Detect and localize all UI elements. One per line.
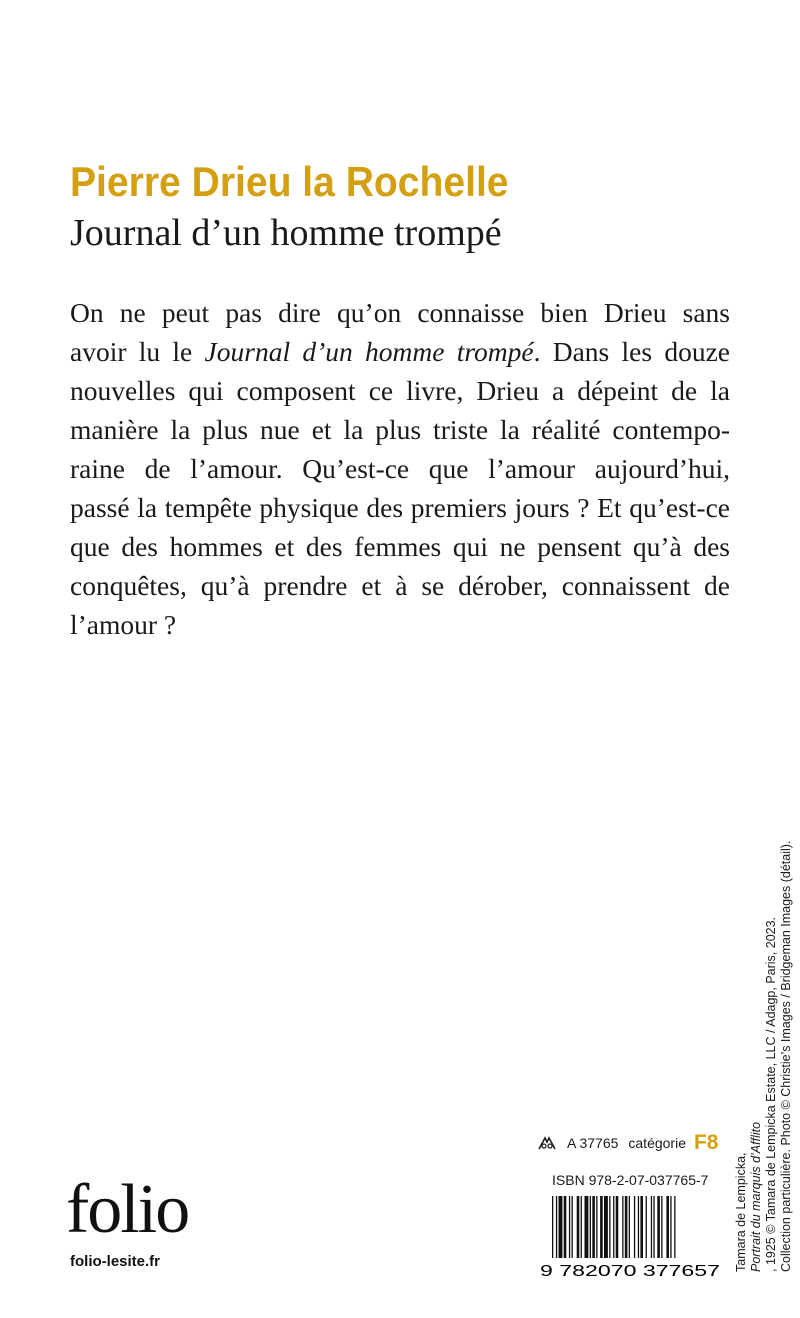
catalog-ref: A 37765 bbox=[567, 1135, 619, 1151]
barcode-digits: 9 782070 377657 bbox=[540, 1263, 721, 1278]
blurb-line: On ne peut pas dire qu’on connaisse bien Drieu sans bbox=[70, 297, 730, 328]
catalog-info bbox=[537, 1131, 719, 1155]
barcode-bar bbox=[616, 1196, 619, 1258]
blurb-line: raine de l’amour. Qu’est-ce que l’amour aujourd’hui, bbox=[70, 453, 730, 484]
credit-line-2: Collection particulière. Photo © Christie’s Images / Bridgeman Images (détail). bbox=[779, 840, 793, 1272]
image-credit bbox=[734, 660, 794, 1272]
barcode-bar bbox=[572, 1196, 573, 1258]
barcode-bar bbox=[569, 1196, 570, 1258]
blurb-title-italic: Journal d’un homme trompé bbox=[204, 336, 534, 367]
barcode-bar bbox=[625, 1196, 628, 1258]
blurb-line: que des hommes et des femmes qui ne pensent qu’à des bbox=[70, 531, 730, 562]
book-title: Journal d’un homme trompé bbox=[70, 212, 502, 254]
blurb-text: avoir lu le bbox=[70, 336, 205, 367]
barcode-bar bbox=[634, 1196, 635, 1258]
barcode-bar bbox=[651, 1196, 652, 1258]
blurb-line: conquêtes, qu’à prendre et à se dérober, connaissent de bbox=[70, 570, 730, 601]
barcode-bar bbox=[552, 1196, 553, 1258]
blurb-line: manière la plus nue et la plus triste la réalité contempo- bbox=[70, 414, 730, 445]
barcode-bar bbox=[585, 1196, 589, 1258]
barcode-bar bbox=[564, 1196, 567, 1258]
barcode-bar bbox=[629, 1196, 630, 1258]
credit-text: Tamara de Lempicka, bbox=[734, 1152, 748, 1272]
blurb-line: nouvelles qui composent ce livre, Drieu a dépeint de la bbox=[70, 375, 730, 406]
folio-logo: folio bbox=[66, 1171, 189, 1248]
barcode-bar bbox=[609, 1196, 610, 1258]
back-cover-blurb bbox=[70, 293, 730, 644]
blurb-text: . Dans les douze bbox=[533, 336, 730, 367]
barcode-bar bbox=[604, 1196, 608, 1258]
gallimard-mark-icon bbox=[537, 1135, 557, 1151]
barcode-bar bbox=[596, 1196, 597, 1258]
barcode-bars bbox=[552, 1196, 676, 1258]
barcode-bar bbox=[590, 1196, 591, 1258]
blurb-line bbox=[70, 332, 730, 371]
credit-line-1 bbox=[734, 660, 779, 1272]
category-code: F8 bbox=[693, 1131, 719, 1154]
barcode-bar bbox=[666, 1196, 669, 1258]
barcode-bar bbox=[556, 1196, 557, 1258]
barcode-bar bbox=[653, 1196, 654, 1258]
blurb-line: passé la tempête physique des premiers jours ? Et qu’est-ce bbox=[70, 492, 730, 523]
barcode-bar bbox=[559, 1196, 563, 1258]
credit-text: , 1925 © Tamara de Lempicka Estate, LLC / Adagp, Paris, 2023. bbox=[764, 916, 778, 1272]
barcode-bar bbox=[592, 1196, 595, 1258]
barcode-bar bbox=[674, 1196, 675, 1258]
barcode-bar bbox=[622, 1196, 623, 1258]
barcode-bar bbox=[657, 1196, 660, 1258]
publisher-website[interactable]: folio-lesite.fr bbox=[70, 1253, 161, 1270]
isbn-barcode bbox=[540, 1196, 722, 1278]
isbn: ISBN 978-2-07-037765-7 bbox=[552, 1172, 709, 1188]
barcode-bar bbox=[638, 1196, 639, 1258]
barcode-bar bbox=[640, 1196, 643, 1258]
barcode-bar bbox=[613, 1196, 614, 1258]
category-label: catégorie bbox=[628, 1135, 686, 1151]
barcode-bar bbox=[600, 1196, 603, 1258]
author-name: Pierre Drieu la Rochelle bbox=[70, 158, 509, 205]
barcode-bar bbox=[646, 1196, 647, 1258]
barcode-bar bbox=[670, 1196, 671, 1258]
barcode-bar bbox=[581, 1196, 582, 1258]
barcode-bar bbox=[661, 1196, 662, 1258]
barcode-bar bbox=[577, 1196, 580, 1258]
credit-artwork-title: Portrait du marquis d’Afflito bbox=[749, 1121, 763, 1272]
blurb-line: l’amour ? bbox=[70, 609, 177, 640]
